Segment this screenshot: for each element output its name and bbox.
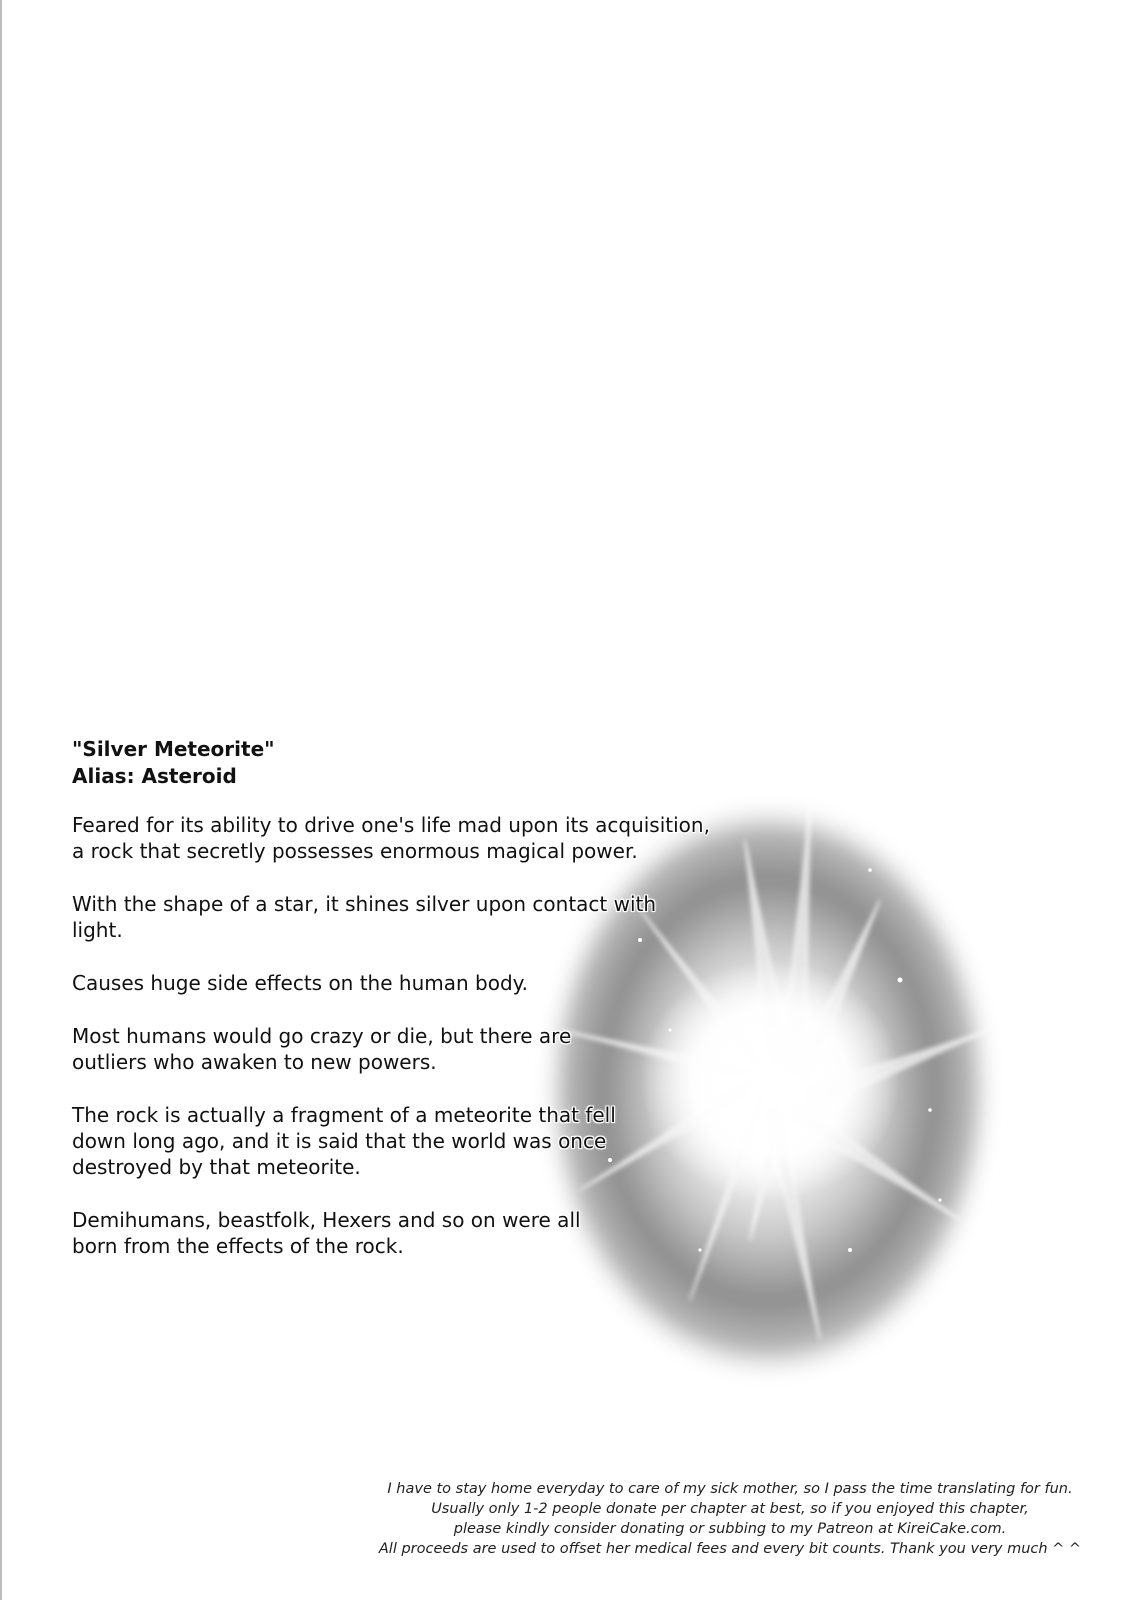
entry-paragraph: With the shape of a star, it shines silver upon contact with light. [72, 892, 657, 942]
entry-body [72, 812, 712, 1259]
entry-paragraph: Demihumans, beastfolk, Hexers and so on were all born from the effects of the rock. [72, 1208, 581, 1258]
translator-note-line: I have to stay home everyday to care of my sick mother, so I pass the time translating for fun. [387, 1481, 1073, 1497]
entry-paragraph: Feared for its ability to drive one's life mad upon its acquisition, a rock that secretly possesses enormous magical power. [72, 813, 710, 863]
entry-paragraph: Causes huge side effects on the human body. [72, 971, 528, 995]
entry-alias: Alias: Asteroid [72, 764, 237, 788]
translator-note-line: Usually only 1-2 people donate per chapter at best, so if you enjoyed this chapter, [431, 1501, 1029, 1517]
page-edge [0, 0, 2, 1600]
entry-paragraph: Most humans would go crazy or die, but there are outliers who awaken to new powers. [72, 1024, 572, 1074]
entry-title: "Silver Meteorite" [72, 737, 275, 761]
entry-paragraph: The rock is actually a fragment of a meteorite that fell down long ago, and it is said that the world was once destroyed by that meteorite. [72, 1103, 616, 1179]
translator-note [360, 1479, 1100, 1559]
glossary-entry [72, 736, 712, 1286]
translator-note-line: please kindly consider donating or subbing to my Patreon at KireiCake.com. [453, 1521, 1007, 1537]
translator-note-line: All proceeds are used to offset her medical fees and every bit counts. Thank you very much ^ ^ [378, 1541, 1082, 1557]
